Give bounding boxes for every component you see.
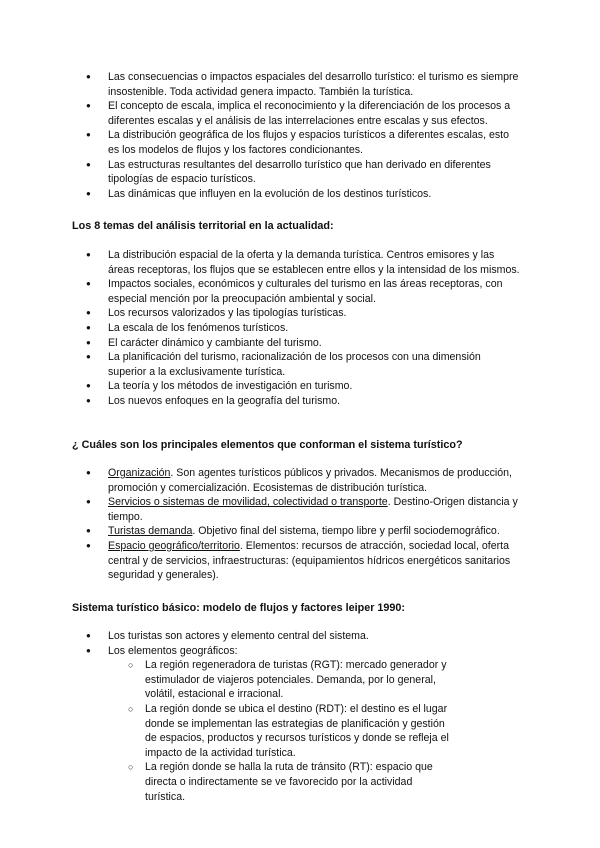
list-item: ● El carácter dinámico y cambiante del turismo. bbox=[0, 336, 600, 351]
list-item bbox=[0, 495, 600, 524]
term-organizacion: Organización bbox=[108, 467, 171, 479]
list-item: ● El concepto de escala, implica el reconocimiento y la diferenciación de los procesos a diferentes escalas y el análisis de las interrelaciones entre escalas y sus efectos. bbox=[0, 99, 600, 128]
term-description: . Son agentes turísticos públicos y privados. Mecanismos de producción, promoción y comercialización. Ecosistemas de distribución turística. bbox=[108, 467, 512, 494]
list-item: ● La distribución geográfica de los flujos y espacios turísticos a diferentes escalas, esto es los modelos de flujos y los factores condicionantes. bbox=[0, 128, 600, 157]
section-heading-sistema: Sistema turístico básico: modelo de flujos y factores leiper 1990: bbox=[72, 602, 406, 614]
term-espacio: Espacio geográfico/territorio bbox=[108, 539, 240, 552]
section-heading-temas: Los 8 temas del análisis territorial en la actualidad: bbox=[72, 220, 334, 232]
list-item bbox=[0, 539, 600, 583]
list-item: ● Las consecuencias o impactos espaciales del desarrollo turístico: el turismo es siempre insostenible. Toda actividad genera impacto. También la turística. bbox=[0, 70, 600, 99]
list-item: ● Los recursos valorizados y las tipologías turísticas. bbox=[0, 306, 600, 321]
sublist-item: ○ La región donde se ubica el destino (RDT): el destino es el lugar donde se implementan las estrategias de planificación y gestión de espacios, productos y recursos turísticos y donde se refleja el impacto de la actividad turística. bbox=[0, 702, 520, 760]
list-elementos bbox=[0, 466, 600, 583]
term-description: . Elementos: recursos de atracción, sociedad local, oferta central y de servicios, infraestructuras: (equipamientos hídricos energéticos sanitarios seguridad y generales). bbox=[108, 539, 511, 582]
term-turistas: Turistas demanda bbox=[108, 525, 193, 538]
list-temas bbox=[0, 248, 600, 409]
list-item bbox=[0, 644, 600, 805]
list-item bbox=[0, 466, 600, 495]
term-servicios: Servicios o sistemas de movilidad, colectividad o transporte bbox=[108, 496, 388, 509]
term-description: . Objetivo final del sistema, tiempo libre y perfil sociodemográfico. bbox=[192, 525, 500, 538]
section-heading-elementos: ¿ Cuáles son los principales elementos que conforman el sistema turístico? bbox=[72, 439, 463, 451]
list-item: ● Impactos sociales, económicos y culturales del turismo en las áreas receptoras, con especial mención por la preocupación ambiental y social. bbox=[0, 277, 600, 306]
list-item: ● La teoría y los métodos de investigación en turismo. bbox=[0, 379, 600, 394]
list-item: ● La distribución espacial de la oferta y la demanda turística. Centros emisores y las áreas receptoras, los flujos que se establecen entre ellos y la intensidad de los mismos. bbox=[0, 248, 600, 277]
list-sistema bbox=[0, 629, 600, 804]
sublist-item: ○ La región regeneradora de turistas (RGT): mercado generador y estimulador de viajeros potenciales. Demanda, por lo general, volátil, estacional e irracional. bbox=[0, 658, 520, 702]
list-impacts bbox=[0, 70, 600, 201]
list-item: ● Las dinámicas que influyen en la evolución de los destinos turísticos. bbox=[0, 187, 600, 202]
term-description: . Destino-Origen distancia y tiempo. bbox=[108, 496, 518, 523]
sublist-item: ○ La región donde se halla la ruta de tránsito (RT): espacio que directa o indirectamente se ve favorecido por la actividad turística. bbox=[0, 760, 520, 804]
list-item: ● Las estructuras resultantes del desarrollo turístico que han derivado en diferentes tipologías de espacio turísticos. bbox=[0, 158, 600, 187]
list-item bbox=[0, 524, 600, 539]
list-item: ● Los nuevos enfoques en la geografía del turismo. bbox=[0, 394, 600, 409]
list-item-label: Los elementos geográficos: bbox=[108, 644, 238, 657]
list-item: ● Los turistas son actores y elemento central del sistema. bbox=[0, 629, 600, 644]
sublist-geographic bbox=[108, 658, 520, 804]
list-item: ● La escala de los fenómenos turísticos. bbox=[0, 321, 600, 336]
list-item: ● La planificación del turismo, racionalización de los procesos con una dimensión superior a la exclusivamente turística. bbox=[0, 350, 600, 379]
